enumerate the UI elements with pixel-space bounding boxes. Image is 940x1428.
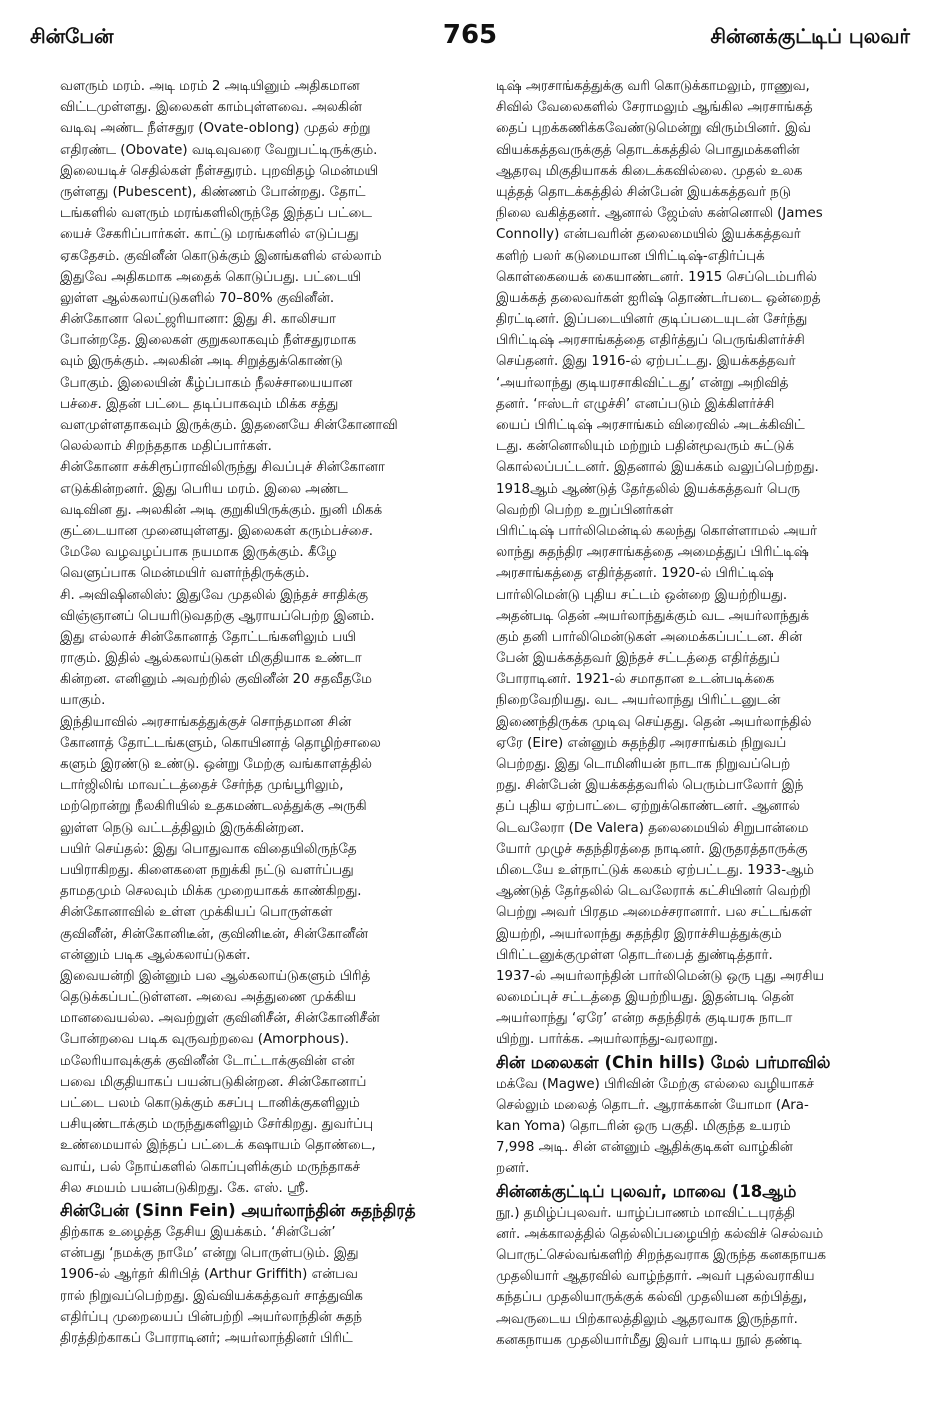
text-line: பேன் இயக்கத்தவர் இந்தச் சட்டத்தை எதிர்த்துப் [496, 651, 780, 667]
header-left-title: சின்பேன் [30, 24, 114, 48]
text-line: திரத்திற்காகப் போராடினர்; அயர்லாந்தினர் பிரிட் [60, 1330, 353, 1346]
text-line: Connolly) என்பவரின் தலைமையில் இயக்கத்தவர் [496, 227, 801, 243]
text-line: லாந்து சுதந்திர அரசாங்கத்தை அமைத்துப் பிரிட்டிஷ் [496, 545, 809, 561]
text-line: பிரிட்டிஷ் அரசாங்கத்தை எதிர்த்துப் பெருங்கிளர்ச்சி [496, 333, 805, 349]
text-line: மக்வே (Magwe) பிரிவின் மேற்கு எல்லை வழியாகச் [496, 1076, 814, 1092]
text-line: கனகநாயக முதலியார்மீது இவர் பாடிய நூல் தண்டி [496, 1332, 802, 1348]
text-line: சிவில் வேலைகளில் சேராமலும் ஆங்கில அரசாங்கத் [496, 100, 813, 116]
text-line: போராடினர். 1921-ல் சமாதான உடன்படிக்கை [496, 672, 775, 688]
text-line: ஏகதேசம். குவினீன் கொடுக்கும் இனங்களில் எல்லாம் [60, 248, 382, 264]
text-line: போகும். இலையின் கீழ்ப்பாகம் நீலச்சாயையான [60, 375, 353, 391]
text-line: யுத்தத் தொடக்கத்தில் சின்பேன் இயக்கத்தவர் நடு [496, 184, 791, 200]
text-line: கோனாத் தோட்டங்களும், கொயினாத் தொழிற்சாலை [60, 735, 381, 751]
text-line: என்னும் படிக ஆல்கலாய்டுகள். [60, 947, 251, 963]
text-line: இதுவே அதிகமாக அதைக் கொடுப்பது. பட்டையி [60, 269, 362, 285]
text-line: மேலே வழவழப்பாக நயமாக இருக்கும். கீழே [60, 545, 337, 561]
text-line: 1918ஆம் ஆண்டுத் தேர்தலில் இயக்கத்தவர் பெரு [496, 481, 800, 497]
text-line: பயிர் செய்தல்: இது பொதுவாக விதையிலிருந்தே [60, 841, 357, 857]
text-line: ரால் நிறுவப்பெற்றது. இவ்வியக்கத்தவர் சாத்துவிக [60, 1288, 363, 1304]
text-line: வும் இருக்கும். அலகின் அடி சிறுத்துக்கொண்டு [60, 354, 343, 370]
text-line: நூ.) தமிழ்ப்புலவர். யாழ்ப்பாணம் மாவிட்டபுரத்தி [496, 1205, 795, 1221]
text-line: தெடுக்கப்பட்டுள்ளன. அவை அத்துணை முக்கிய [60, 990, 357, 1006]
text-line: பொருட்செல்வங்களிற் சிறந்தவராக இருந்த கனகநாயக [496, 1247, 826, 1263]
text-line: ருள்ளது (Pubescent), கிண்ணம் போன்றது. தோட் [60, 184, 366, 200]
text-line: நிலை வகித்தனர். ஆனால் ஜேம்ஸ் கன்னொலி (James [496, 206, 823, 222]
text-line: மானவையல்ல. அவற்றுள் குவினிசீன், சின்கோனிசீன் [60, 1011, 380, 1027]
text-line: னர். அக்காலத்தில் தெல்லிப்பழையிற் கல்விச் செல்வம் [496, 1226, 824, 1242]
text-line: இயற்றி, அயர்லாந்து சுதந்திர இராச்சியத்துக்கும் [496, 926, 782, 942]
text-line: ஏரே (Eire) என்னும் சுதந்திர அரசாங்கம் நிறுவப் [496, 735, 787, 751]
text-line: சி. அவிஷினலிஸ்: இதுவே முதலில் இந்தச் சாதிக்கு [60, 587, 368, 603]
text-line: எதிர்ப்பு முறையைப் பின்பற்றி அயர்லாந்தின் சுதந் [60, 1309, 363, 1325]
text-line: தாமதமும் செலவும் மிக்க முறையாகக் காண்கிறது. [60, 884, 362, 900]
text-line: குவினீன், சின்கோனிடீன், குவினிடீன், சின்கோனீன் [60, 926, 368, 942]
text-line: வடிவு அண்ட நீள்சதுர (Ovate-oblong) முதல் சற்று [60, 121, 371, 137]
text-line: போன்றவை படிக வுருவற்றவை (Amorphous). [60, 1032, 350, 1048]
text-line: சின்னக்குட்டிப் புலவர், மாவை (18ஆம் [496, 1181, 797, 1201]
text-line: அரசாங்கத்தை எதிர்த்தனர். 1920-ல் பிரிட்டிஷ் [496, 566, 774, 582]
text-line: தனர். ‘ஈஸ்டர் எழுச்சி’ எனப்படும் இக்கிளர்ச்சி [496, 396, 775, 412]
text-line: றனர். [496, 1161, 530, 1177]
text-line: அதன்படி தென் அயர்லாந்துக்கும் வட அயர்லாந்துக் [496, 608, 809, 624]
text-line: பெற்று அவர் பிரதம அமைச்சரானார். பல சட்டங்கள் [496, 905, 812, 921]
text-line: யோர் முழுச் சுதந்திரத்தை நாடினர். இருதரத்தாருக்கு [496, 841, 808, 857]
text-line: பச்சை. இதன் பட்டை தடிப்பாகவும் மிக்க சத்து [60, 396, 339, 412]
text-line: பிரிட்டனுக்குமுள்ள தொடர்பைத் துண்டித்தார். [496, 947, 773, 963]
text-line: சின்கோனா சக்சிரூப்ராவிலிருந்து சிவப்புச் சின்கோனா [60, 460, 385, 476]
text-line: வளமுள்ளதாகவும் இருக்கும். இதனையே சின்கோனாவி [60, 418, 398, 433]
text-line: விட்டமுள்ளது. இலைகள் காம்புள்ளவை. அலகின் [60, 100, 362, 116]
text-line: எதிரண்ட (Obovate) வடிவுவரை வேறுபட்டிருக்கும். [60, 142, 378, 158]
text-line: செய்தனர். இது 1916-ல் ஏற்பட்டது. இயக்கத்தவர் [496, 354, 796, 370]
text-line: களிற் பலர் கடுமையான பிரிட்டிஷ்-எதிர்ப்புக் [496, 248, 765, 264]
text-line: கொல்லப்பட்டனர். இதனால் இயக்கம் வலுப்பெற்றது. [496, 460, 819, 476]
text-line: டார்ஜிலிங் மாவட்டத்தைச் சேர்ந்த முங்பூரிலும், [60, 778, 344, 794]
text-line: பவை மிகுதியாகப் பயன்படுகின்றன. சின்கோனாப் [60, 1074, 367, 1090]
header-right-title: சின்னக்குட்டிப் புலவர் [710, 24, 910, 48]
text-line: பட்டை பலம் கொடுக்கும் கசப்பு டானிக்குகளிலும் [60, 1096, 360, 1111]
text-line: 1937-ல் அயர்லாந்தின் பார்லிமென்டு ஒரு புது அரசிய [496, 968, 825, 984]
text-line: உண்மையால் இந்தப் பட்டைக் கஷாயம் தொண்டை, [60, 1138, 376, 1154]
text-line: ராகும். இதில் ஆல்கலாய்டுகள் மிகுதியாக உண்டா [60, 651, 362, 667]
text-line: றது. சின்பேன் இயக்கத்தவரில் பெரும்பாலோர் இந் [496, 778, 804, 794]
right-column [496, 76, 916, 1416]
text-line: பிரிட்டிஷ் பார்லிமென்டில் கலந்து கொள்ளாமல் அயர் [496, 523, 818, 539]
text-line: 1906-ல் ஆர்தர் கிரிபித் (Arthur Griffith) என்பவ [60, 1267, 358, 1283]
text-line: சில சமயம் பயன்படுகிறது. கே. எஸ். ஸ்ரீ. [60, 1180, 309, 1196]
text-line: மலேரியாவுக்குக் குவினீன் டோட்டாக்குவின் என் [60, 1053, 355, 1069]
text-line: கந்தப்ப முதலியாருக்குக் கல்வி முதலியன கற்பித்து, [496, 1290, 807, 1306]
text-line: போன்றதே. இலைகள் குறுகலாகவும் நீள்சதுரமாக [60, 333, 357, 349]
text-line: இலையடிச் செதில்கள் நீள்சதுரம். புறவிதழ் மென்மயி [60, 163, 379, 179]
text-line: கின்றன. எனினும் அவற்றில் குவினீன் 20 சதவீதமே [60, 672, 372, 688]
text-line: செல்லும் மலைத் தொடர். ஆராக்கான் யோமா (Ara- [496, 1097, 809, 1113]
text-line: இது எல்லாச் சின்கோனாத் தோட்டங்களிலும் பயி [60, 629, 356, 645]
text-line: லுள்ள ஆல்கலாய்டுகளில் 70–80% குவினீன். [60, 290, 335, 306]
text-line: 7,998 அடி. சின் என்னும் ஆதிக்குடிகள் வாழ்கின் [496, 1140, 793, 1156]
text-line: சின் மலைகள் (Chin hills) மேல் பர்மாவில் [496, 1052, 831, 1072]
text-line: சின்கோனாவில் உள்ள முக்கியப் பொருள்கள் [60, 905, 333, 921]
text-line: ஆண்டுத் தேர்தலில் டெவலேராக் கட்சியினர் வெற்றி [496, 884, 811, 900]
text-line: என்பது ‘நமக்கு நாமே’ என்று பொருள்படும். இது [60, 1246, 359, 1262]
text-line: கொள்கையைக் கையாண்டனர். 1915 செப்டெம்பரில் [496, 269, 817, 285]
text-line: எடுக்கின்றனர். இது பெரிய மரம். இலை அண்ட [60, 481, 348, 497]
text-line: வாய், பல் நோய்களில் கொப்புளிக்கும் மருந்தாகச் [60, 1159, 361, 1175]
text-line: வியக்கத்தவருக்குத் தொடக்கத்தில் பொதுமக்களின் [496, 142, 800, 158]
text-line: பயிராகிறது. கிளைகளை நறுக்கி நட்டு வளர்ப்பது [60, 862, 354, 878]
text-line: வெற்றி பெற்ற உறுப்பினர்கள் [496, 502, 674, 518]
text-line: முதலியார் ஆதரவில் வாழ்ந்தார். அவர் புதல்வராகிய [496, 1269, 815, 1285]
text-line: லுள்ள நெடு வட்டத்திலும் இருக்கின்றன. [60, 820, 305, 836]
text-line: நிறைவேறியது. வட அயர்லாந்து பிரிட்டனுடன் [496, 693, 781, 709]
text-line: திற்காக உழைத்த தேசிய இயக்கம். ‘சின்பேன்’ [60, 1224, 336, 1240]
text-line: யிற்று. பார்க்க. அயர்லாந்து-வரலாறு. [496, 1032, 718, 1048]
text-line: மிடையே உள்நாட்டுக் கலகம் ஏற்பட்டது. 1933-ஆம் [496, 862, 814, 878]
text-line: மற்றொன்று நீலகிரியில் உதகமண்டலத்துக்கு அருகி [60, 799, 367, 815]
text-line: டங்களில் வளரும் மரங்களிலிருந்தே இந்தப் பட்டை [60, 206, 372, 222]
text-line: கும் தனி பார்லிமென்டுகள் அமைக்கப்பட்டன. சின் [496, 629, 803, 645]
text-line: குட்டையான முனையுள்ளது. இலைகள் கரும்பச்சை. [60, 523, 374, 539]
text-line: யைச் சேகரிப்பார்கள். காட்டு மரங்களில் எடுப்பது [60, 227, 359, 243]
text-line: பெற்றது. இது டொமினியன் நாடாக நிறுவப்பெற் [496, 757, 791, 772]
text-line: யைப் பிரிட்டிஷ் அரசாங்கம் விரைவில் அடக்கிவிட் [496, 418, 805, 433]
text-line: திரட்டினர். இப்படையினர் குடிப்படையுடன் சேர்ந்து [496, 312, 808, 328]
text-line: தைப் புறக்கணிக்கவேண்டுமென்று விரும்பினர். இவ் [496, 121, 811, 137]
page-number: 765 [442, 20, 498, 50]
text-line: விஞ்ஞானப் பெயரிடுவதற்கு ஆராயப்பெற்ற இனம். [60, 608, 375, 624]
text-line: லெல்லாம் சிறந்ததாக மதிப்பார்கள். [60, 439, 272, 455]
text-line: டெவலேரா (De Valera) தலைமையில் சிறுபான்மை [496, 820, 809, 836]
text-line: லமைப்புச் சட்டத்தை இயற்றியது. இதன்படி தென் [496, 990, 794, 1006]
text-line: யாகும். [60, 693, 106, 709]
text-line: டிஷ் அரசாங்கத்துக்கு வரி கொடுக்காமலும், ராணுவ, [496, 79, 810, 94]
running-header [30, 20, 910, 58]
text-line: அவருடைய பிற்காலத்திலும் ஆதரவாக இருந்தார். [496, 1311, 798, 1327]
text-line: இணைந்திருக்க முடிவு செய்தது. தென் அயர்லாந்தில் [496, 714, 812, 730]
left-column [60, 76, 480, 1416]
text-line: வெளுப்பாக மென்மயிர் வளர்ந்திருக்கும். [60, 566, 310, 582]
text-line: வளரும் மரம். அடி மரம் 2 அடியினும் அதிகமான [60, 79, 360, 94]
text-line: இயக்கத் தலைவர்கள் ஐரிஷ் தொண்டர்படை ஒன்றைத் [496, 290, 821, 306]
text-line: இந்தியாவில் அரசாங்கத்துக்குச் சொந்தமான சின் [60, 714, 352, 730]
text-line: அயர்லாந்து ‘ஏரே’ என்ற சுதந்திரக் குடியரசு நாடா [496, 1011, 793, 1027]
text-line: பசியுண்டாக்கும் மருந்துகளிலும் சேர்கிறது. துவர்ப்பு [60, 1117, 374, 1133]
text-line: சின்பேன் (Sinn Fein) அயர்லாந்தின் சுதந்திரத் [60, 1200, 416, 1220]
text-line: kan Yoma) தொடரின் ஒரு பகுதி. மிகுந்த உயரம் [496, 1119, 791, 1134]
text-line: தப் புதிய ஏற்பாட்டை ஏற்றுக்கொண்டனர். ஆனால் [496, 799, 800, 815]
text-line: சின்கோனா லெட்ஜரியானா: இது சி. காலிசயா [60, 312, 336, 328]
text-line: இவையன்றி இன்னும் பல ஆல்கலாய்டுகளும் பிரித் [60, 968, 371, 984]
text-line: ஆதரவு மிகுதியாகக் கிடைக்கவில்லை. முதல் உலக [496, 163, 803, 179]
text-line: களும் இரண்டு உண்டு. ஒன்று மேற்கு வங்காளத்தில் [60, 757, 372, 772]
text-line: டது. கன்னொலியும் மற்றும் பதின்மூவரும் சுட்டுக் [496, 439, 794, 455]
text-line: வடிவின து. அலகின் அடி குறுகியிருக்கும். நுனி மிகக் [60, 502, 383, 518]
text-line: பார்லிமென்டு புதிய சட்டம் ஒன்றை இயற்றியது. [496, 587, 788, 603]
text-line: ‘அயர்லாந்து குடியரசாகிவிட்டது’ என்று அறிவித் [496, 375, 789, 391]
